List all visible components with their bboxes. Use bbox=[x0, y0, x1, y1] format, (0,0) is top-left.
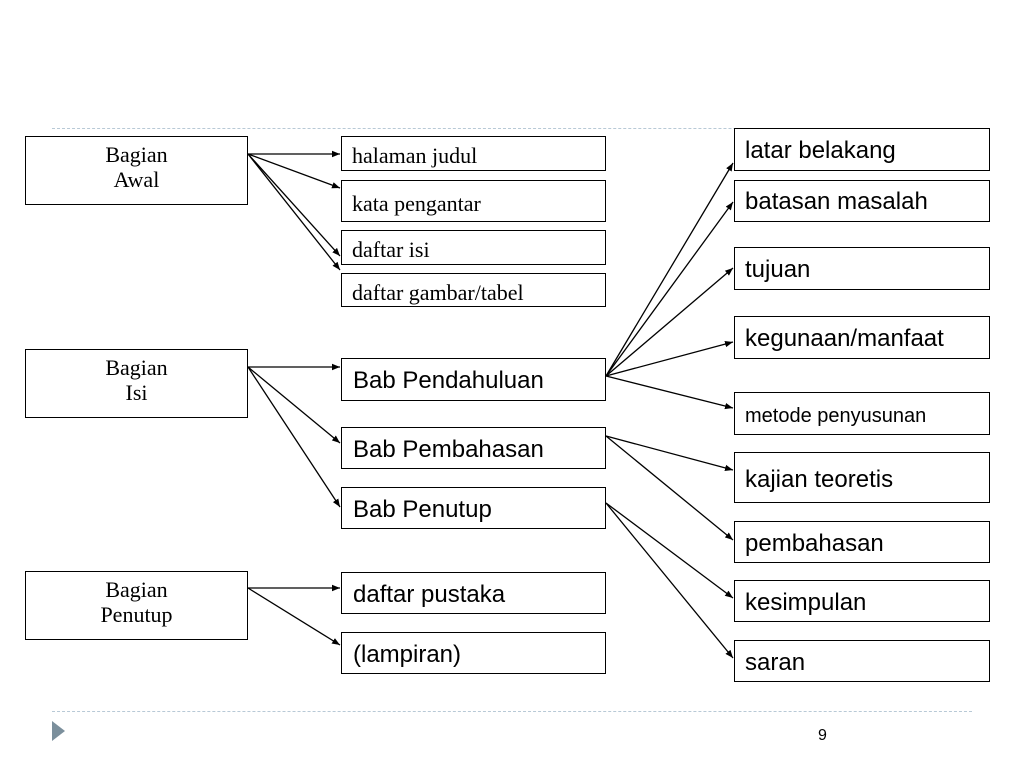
group-bagian-penutup bbox=[25, 571, 248, 640]
item-label: daftar isi bbox=[352, 237, 430, 262]
arrow-pendahuluan-tujuan bbox=[606, 268, 733, 376]
arrow-pembahasan-kajian bbox=[606, 436, 733, 470]
detail-pembahasan bbox=[734, 521, 990, 563]
arrow-pendahuluan-batasan-masalah bbox=[606, 202, 733, 376]
detail-saran bbox=[734, 640, 990, 682]
detail-batasan-masalah bbox=[734, 180, 990, 222]
detail-metode-penyusunan bbox=[734, 392, 990, 435]
page-number: 9 bbox=[818, 727, 827, 744]
item-label: (lampiran) bbox=[353, 641, 462, 668]
detail-kegunaan-manfaat bbox=[734, 316, 990, 359]
detail-label: kegunaan/manfaat bbox=[745, 325, 944, 352]
nav-triangle-icon bbox=[52, 721, 65, 741]
arrow-pembahasan-pembahasan bbox=[606, 436, 733, 540]
detail-label: kesimpulan bbox=[745, 589, 867, 616]
detail-label: tujuan bbox=[745, 256, 811, 283]
item-daftar-pustaka bbox=[341, 572, 606, 614]
arrow-penutup-saran bbox=[606, 503, 733, 658]
item-daftar-isi bbox=[341, 230, 606, 265]
item-halaman-judul bbox=[341, 136, 606, 171]
group-label-line2: Isi bbox=[125, 380, 148, 406]
detail-label: kajian teoretis bbox=[745, 466, 894, 493]
item-label: Bab Pendahuluan bbox=[353, 367, 544, 394]
arrow-pendahuluan-metode bbox=[606, 376, 733, 408]
group-label-line2: Awal bbox=[113, 167, 160, 193]
group-label-line2: Penutup bbox=[100, 602, 173, 628]
item-bab-pendahuluan bbox=[341, 358, 606, 401]
group-bagian-isi bbox=[25, 349, 248, 418]
detail-label: saran bbox=[745, 649, 806, 676]
arrow-penutup-kesimpulan bbox=[606, 503, 733, 598]
group-label-line1: Bagian bbox=[105, 142, 168, 167]
item-label: halaman judul bbox=[352, 143, 478, 168]
detail-kesimpulan bbox=[734, 580, 990, 622]
item-label: daftar pustaka bbox=[353, 581, 506, 608]
arrow-isi-penutup bbox=[248, 367, 340, 507]
detail-label: batasan masalah bbox=[745, 188, 928, 215]
item-bab-penutup bbox=[341, 487, 606, 529]
item-daftar-gambar-tabel bbox=[341, 273, 606, 307]
item-kata-pengantar bbox=[341, 180, 606, 222]
detail-kajian-teoretis bbox=[734, 452, 990, 503]
arrow-isi-pembahasan bbox=[248, 367, 340, 443]
detail-tujuan bbox=[734, 247, 990, 290]
detail-latar-belakang bbox=[734, 128, 990, 171]
detail-label: latar belakang bbox=[745, 137, 896, 164]
item-label: Bab Pembahasan bbox=[353, 436, 544, 463]
item-label: daftar gambar/tabel bbox=[352, 280, 524, 305]
detail-label: pembahasan bbox=[745, 530, 884, 557]
group-label-line1: Bagian bbox=[105, 355, 168, 380]
arrow-pendahuluan-latar-belakang bbox=[606, 163, 733, 376]
group-label-line1: Bagian bbox=[105, 577, 168, 602]
item-label: kata pengantar bbox=[352, 191, 481, 216]
detail-label: metode penyusunan bbox=[745, 405, 927, 427]
item-label: Bab Penutup bbox=[353, 496, 492, 523]
arrow-awal-daftar-isi bbox=[248, 154, 340, 256]
item-bab-pembahasan bbox=[341, 427, 606, 469]
group-bagian-awal bbox=[25, 136, 248, 205]
item-lampiran bbox=[341, 632, 606, 674]
arrow-penutup-lampiran bbox=[248, 588, 340, 645]
